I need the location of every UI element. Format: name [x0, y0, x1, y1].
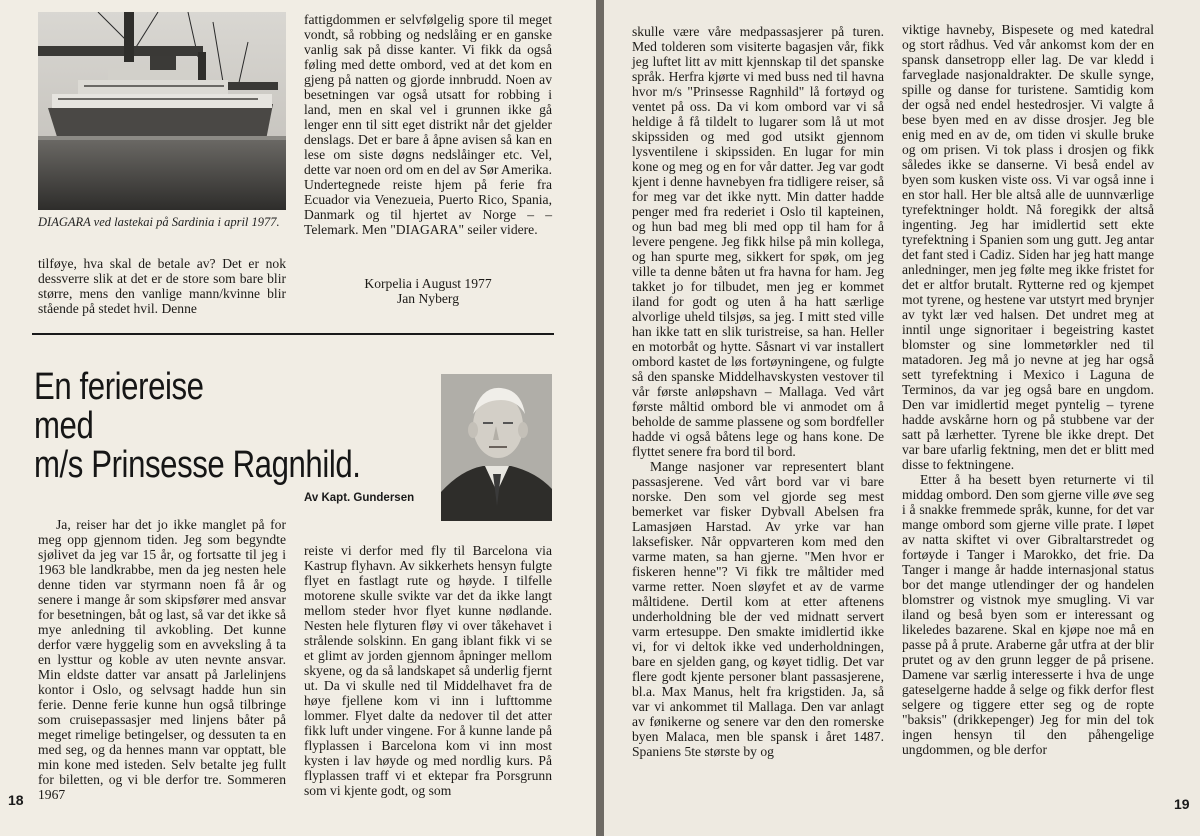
paragraph: tilføye, hva skal de betale av? Det er nok dessverre slik at det er de store som bare blir større, mens den vanlige mann/kvinne blir stående på stedet hvil. Denne — [38, 256, 286, 316]
left-col2-top-text — [304, 12, 552, 237]
byline: Av Kapt. Gundersen — [304, 492, 415, 504]
ship-photo-image — [38, 12, 286, 210]
article-headline-line3: m/s Prinsesse Ragnhild. — [34, 444, 361, 486]
paragraph: skulle være våre medpassasjerer på turen. Med tolderen som visiterte bagasjen vår, fikk jeg luftet litt av mitt kjennskap til det spanske språk. Herfra kjørte vi med buss ned til havna hvor m/s "Prinsesse Ragnhild" lå fortøyd og ventet på oss. Da vi kom ombord var vi så heldige å få tildelt to lugarer som lå ut mot skipssiden og med god utsikt gjennom lysventilene i skipssiden. En lugar for min kone og meg og en for vår datter. Jeg var godt kjent i denne havnebyen fra tidligere reiser, så for meg var det ikke nytt. Min datter hadde penger med fra rederiet i Oslo til kapteinen, og hun bad meg bli med opp til ham for å levere pengene. Jeg fikk hilse på min kollega, og han spurte meg, sikkert for spøk, om jeg ville ta denne båten ut fra havna for ham. Jeg takket jo for tilbudet, men jeg er kommet iland for godt og uten å ha hatt særlige alvorlige uheld tilsjøs, sa jeg. I mitt sted ville han ikke tatt en slik turistreise, sa han. Heller en motorbåt og hytte. Såsnart vi var installert ombord kastet de løs fortøyningene, og fulgte så den spanske Middelhavskysten vestover til vår første anløpshavn – Mallaga. Ved vårt første måltid ombord ble vi anmodet om å beholde de samme plassene og som bordfeller hadde vi også båtens lege og hans kone. De flyttet senere fra bord til bord. — [632, 24, 884, 459]
paragraph: reiste vi derfor med fly til Barcelona via Kastrup flyhavn. Av sikkerhets hensyn fulgte flyet en fastlagt rute og høyde. I tilfelle motorene skulle svikte var det da ikke langt mellom steder hvor flyet kunne nødlande. Nesten hele flyturen fløy vi over tåkehavet i strålende solskinn. En gang iblant fikk vi se et glimt av jorden gjennom åpninger mellom skyene, og da så landskapet så underlig fjernt ut. Da vi skulle ned til Middelhavet fra de høye fjellene kom vi inn i lufttomme lommer. Flyet dalte da nedover til det atter fikk luft under vingene. For å kunne lande på flyplassen i Barcelona kom vi inn most kysten i lav høyde og med nordlig kurs. På flyplassen traff vi et ektepar fra Porsgrunn som vi kjente godt, og som — [304, 543, 552, 798]
paragraph: Etter å ha besett byen returnerte vi til middag ombord. Den som gjerne ville øve seg i å snakke fremmede språk, kunne, for det var mange ombord som gjerne ville prate. I løpet av natta skiftet vi over Gibraltarstredet og fortøyde i Tanger i Marokko, det frie. Da Tanger i mange år hadde internasjonal status bor det mange utlendinger der og handelen blomstrer og vistnok mye smugling. Vi var iland og beså byen som er interessant og likeledes bazarene. Skal en kjøpe noe må en passe på å prute. Araberne går utfra at der blir prutet og av den grunn legger de på prisene. Damene var særlig interesserte i hva de unge gateselgerne hadde å selge og fikk derfor flest selgere og tiggere etter seg og de ropte "baksis" (drikkepenger) Jeg for min del tok ingen hensyn til den påhengelige ungdommen, og ble derfor — [902, 472, 1154, 757]
signature-name: Jan Nyberg — [396, 291, 460, 306]
paragraph: viktige havneby, Bispesete og med katedral og stort rådhus. Ved vår ankomst kom der en spansk dansetropp eller lag. De var kledd i farveglade nasjonaldrakter. De skulle synge, spille og danse for turistene. Samtidig kom der også ned endel hestedrosjer. Vi valgte å bese byen med en av disse drosjer. Jeg ble enig med en av de, om tiden vi skulle bruke og om prisen. Vi tok plass i drosjen og fikk således ikke se danserne. Vi beså endel av byen som kusken viste oss. Vi var også inne i en stor hall. Her ble altså alle de uunnværlige tyrefektninger holdt. Nå foregikk der altså ingenting. Jeg har imidlertid sett ekte tyrefektning i Spanien som ung gutt. Jeg antar det fant sted i Cadiz. Siden har jeg hatt mange anledninger, men jeg følte meg ikke fristet for det er altfor brutalt. Rytterne red og kjempet mot tyrene, og hestene var utstyrt med brynjer av tykt lær ved halsen. Det undret meg at inntil unge signoritaer i begeistring kastet blomster og sine lommetørkler ned til matadoren. Jeg må jo nevne at jeg har også sett tyrefektning i Mexico i Laguna de Terminos, da var jeg også bare en ungdom. Den var imidlertid meget pyntelig – tyrene hadde avskårne horn og på stubbene var der satt på lærhetter. Tyrene ble ikke drept. Det var bare ufarlig fektning, men det er blitt med disse to fektningene. — [902, 22, 1154, 472]
portrait-image — [441, 374, 552, 521]
signature — [304, 276, 552, 306]
paragraph: Mange nasjoner var representert blant passasjerene. Ved vårt bord var vi bare norske. Den som vel gjorde seg mest bemerket var fisker Dybvall Abelsen fra Lamasjøen Harstad. Av yrke var han laksefisker. Når oppvarteren kom med den varme maten, sa han gjerne. "Men hvor er fiskeren henne"? Vi fikk tre måltider med varme retter. Noen sløyfet et av de varme måltidene. Dertil kom at etter aftenens underholdning ble der ved midnatt servert varm ertesuppe. Den smakte imidlertid ikke vi, for vi deltok ikke ved underholdningen, bare en sjelden gang, og køyet tidlig. Det var flere godt kjente personer blant passasjerene, bl.a. Max Manus, helt fra krigstiden. Ja, så var vi ankommet til Mallaga. Den var anlagt av fønikerne og senere var den den romerske byen Malaca, men ble spansk i året 1487. Spaniens 5te største by og — [632, 459, 884, 759]
paragraph: Ja, reiser har det jo ikke manglet på for meg opp gjennom tiden. Jeg som begyndte sjølivet da jeg var 15 år, og fortsatte til jeg i 1963 ble landkrabbe, men da jeg nesten hele denne tiden var styrmann noen få år og senere i mange år som skipsfører med ansvar for besetningen, båt og last, så var det ikke så mye anledning til avkobling. Det kunne derfor være hyggelig som en avveksling å ta en lysttur og koble av uten nevnte ansvar. Min eldste datter var ansatt på Jarlelinjens kontor i Oslo, og selvsagt hadde hun sin ferie. Denne ferie kunne hun også tilbringe som cruisepassasjer med linjens båter på meget rimelige betingelser, og dessuten ta en med seg, og da hennes mann var opptatt, ble min kone med isteden. Selv betalte jeg fullt for biletten, og vi ble derfor tre. Sommeren 1967 — [38, 517, 286, 802]
right-col2-text — [902, 22, 1154, 757]
right-col1-text — [632, 24, 884, 759]
ship-photo — [38, 12, 286, 210]
left-page — [0, 0, 596, 836]
left-col1-top-text — [38, 256, 286, 316]
portrait-photo — [441, 374, 552, 521]
page-number-right: 19 — [1174, 796, 1190, 812]
right-page — [604, 0, 1200, 836]
paragraph: fattigdommen er selvfølgelig spore til meget vondt, så robbing og nedslåing er en ganske vanlig sak på disse kanter. Vi fikk da også føling med dette ombord, ved at det kom en gjeng på natten og gjorde innbrudd. Noen av besetningen var også utsatt for robbing i land, men en skal vel i grunnen ikke gå lenger enn til sitt eget distrikt når det gjelder denslags. Det er bare å åpne avisen så kan en lese om siste døgns nedslåinger etc. Vel, dette var noen ord om en del av Sør Amerika. Undertegnede reiste hjem på ferie fra Ecuador via Venezueia, Puerto Rico, Spania, Danmark og til hjertet av Norge – – Telemark. Men "DIAGARA" seiler videre. — [304, 12, 552, 237]
left-col1-bottom-text — [38, 517, 286, 802]
article-headline-line2: med — [34, 405, 94, 447]
article-headline-line1: En feriereise — [34, 366, 204, 408]
photo-caption: DIAGARA ved lastekai på Sardinia i april 1977. — [38, 215, 280, 229]
section-divider — [32, 333, 554, 335]
left-col2-bottom-text — [304, 543, 552, 798]
page-number-left: 18 — [8, 792, 24, 808]
signature-place: Korpelia i August 1977 — [364, 276, 492, 291]
